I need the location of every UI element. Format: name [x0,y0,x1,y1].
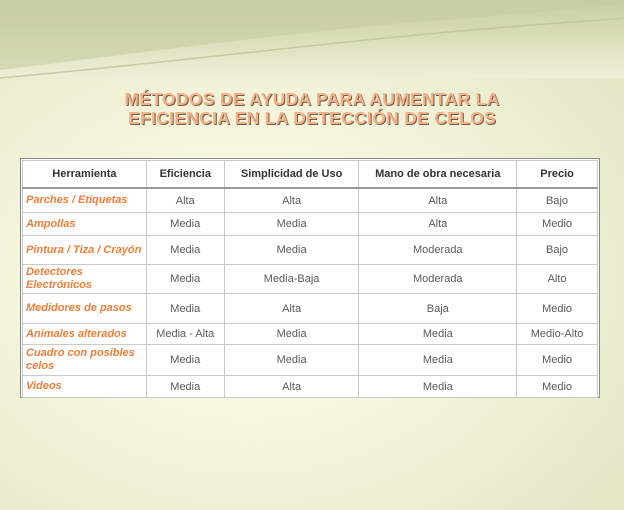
header-herramienta: Herramienta [23,161,147,189]
decorative-wave [0,0,624,80]
tool-cell: Animales alterados [23,324,147,345]
table-row [23,294,598,324]
mano-obra-cell: Moderada [359,265,517,294]
table-row [23,236,598,265]
eficiencia-cell: Media [146,376,224,398]
tool-cell: Medidores de pasos [23,294,147,324]
precio-cell: Medio [517,294,598,324]
mano-obra-cell: Alta [359,213,517,236]
tool-cell: Ampollas [23,213,147,236]
precio-cell: Bajo [517,236,598,265]
simplicidad-cell: Alta [224,376,359,398]
simplicidad-cell: Media [224,213,359,236]
eficiencia-cell: Media [146,294,224,324]
eficiencia-cell: Media - Alta [146,324,224,345]
header-precio: Precio [517,161,598,189]
slide-title [30,90,594,128]
methods-table-container [20,158,600,398]
table-row [23,376,598,398]
table-row [23,324,598,345]
header-simplicidad: Simplicidad de Uso [224,161,359,189]
tool-cell: Parches / Etiquetas [23,188,147,213]
mano-obra-cell: Alta [359,188,517,213]
mano-obra-cell: Media [359,376,517,398]
simplicidad-cell: Alta [224,294,359,324]
mano-obra-cell: Baja [359,294,517,324]
precio-cell: Medio [517,376,598,398]
precio-cell: Alto [517,265,598,294]
table-row [23,345,598,376]
slide-title-line-2: EFICIENCIA EN LA DETECCIÓN DE CELOS [128,108,496,128]
tool-cell: Detectores Electrónicos [23,265,147,294]
slide-title-line-1: MÉTODOS DE AYUDA PARA AUMENTAR LA [124,89,500,109]
precio-cell: Medio [517,345,598,376]
eficiencia-cell: Media [146,265,224,294]
tool-cell: Videos [23,376,147,398]
simplicidad-cell: Media-Baja [224,265,359,294]
methods-table [22,160,598,398]
table-row [23,265,598,294]
eficiencia-cell: Media [146,345,224,376]
simplicidad-cell: Media [224,236,359,265]
tool-cell: Pintura / Tiza / Crayón [23,236,147,265]
table-header-row [23,161,598,189]
precio-cell: Medio-Alto [517,324,598,345]
mano-obra-cell: Moderada [359,236,517,265]
table-row [23,213,598,236]
eficiencia-cell: Media [146,236,224,265]
header-eficiencia: Eficiencia [146,161,224,189]
simplicidad-cell: Alta [224,188,359,213]
simplicidad-cell: Media [224,324,359,345]
eficiencia-cell: Media [146,213,224,236]
eficiencia-cell: Alta [146,188,224,213]
mano-obra-cell: Media [359,345,517,376]
tool-cell: Cuadro con posibles celos [23,345,147,376]
simplicidad-cell: Media [224,345,359,376]
header-mano-obra: Mano de obra necesaria [359,161,517,189]
precio-cell: Bajo [517,188,598,213]
mano-obra-cell: Media [359,324,517,345]
table-row [23,188,598,213]
precio-cell: Medio [517,213,598,236]
